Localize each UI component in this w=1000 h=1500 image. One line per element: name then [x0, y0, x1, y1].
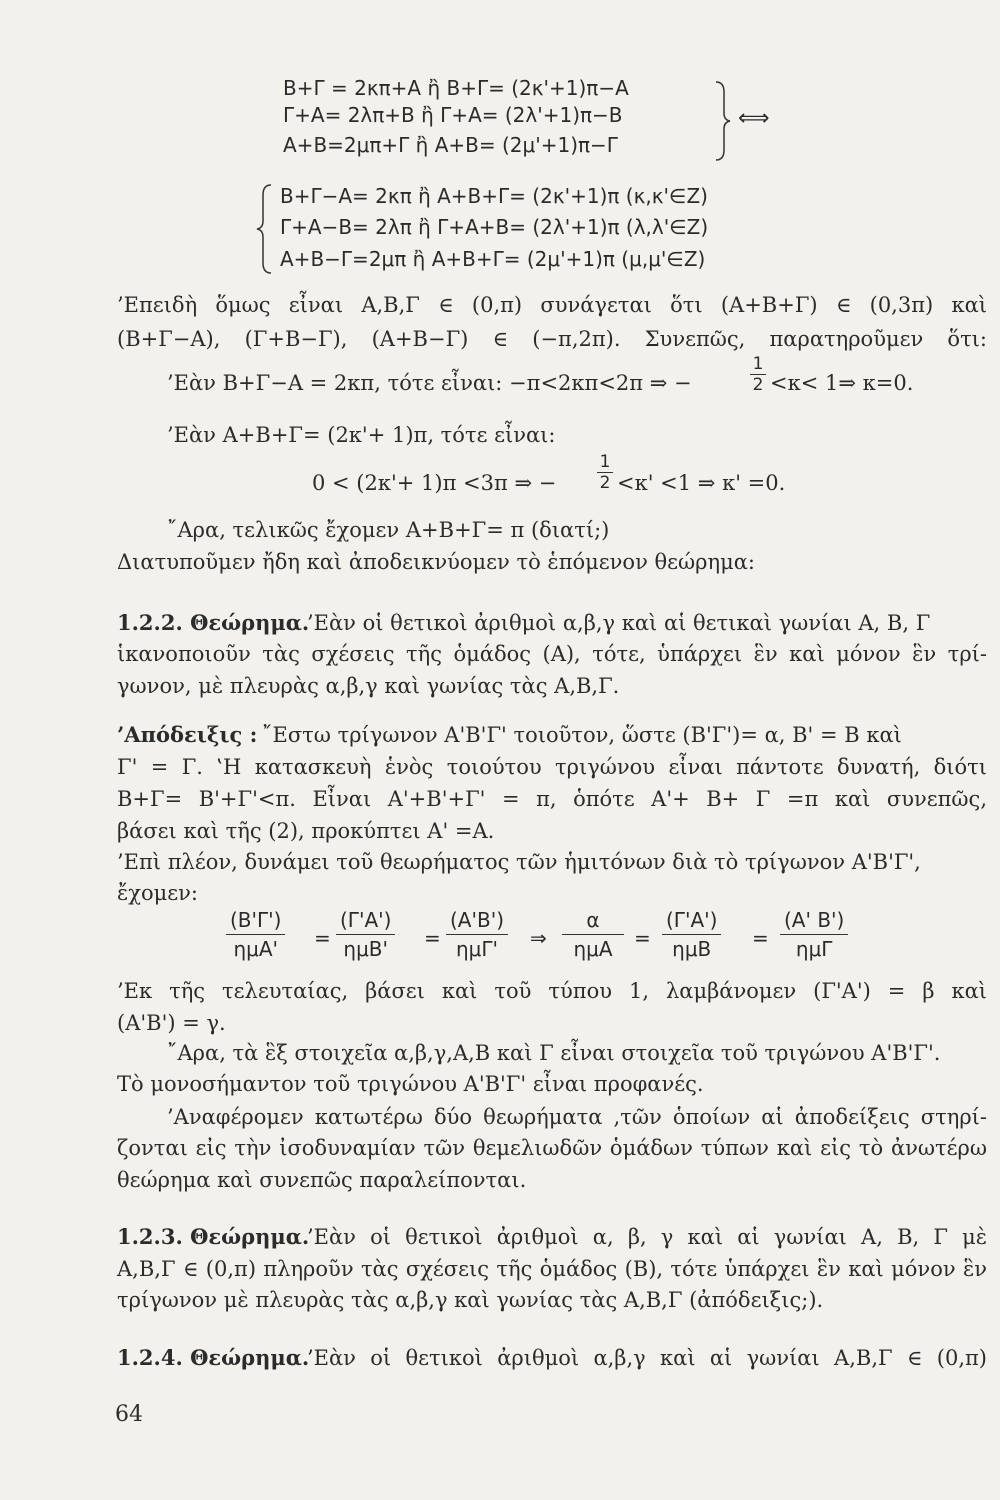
proof-line6: ἔχομεν:	[117, 881, 199, 905]
page-number: 64	[115, 1402, 143, 1427]
sine-fraction-3	[446, 908, 508, 961]
system1-line1: B+Γ = 2κπ+A ἢ B+Γ= (2κ'+1)π−A	[283, 76, 629, 100]
fraction-numerator: (A'B')	[446, 908, 508, 935]
equals-sign: =	[314, 926, 331, 950]
system1-line3: A+B=2μπ+Γ ἢ A+B= (2μ'+1)π−Γ	[283, 133, 618, 157]
proof-line4: βάσει καὶ τῆς (2), προκύπτει A' =A.	[117, 819, 495, 843]
left-brace-icon	[255, 183, 275, 275]
fraction-denominator: 2	[752, 375, 764, 395]
theorem-1-2-4-line1: ’Εὰν οἱ θετικοὶ ἀριθμοὶ α,β,γ καὶ αἱ γωνίαι A,B,Γ ∈ (0,π)	[307, 1346, 987, 1370]
fraction-denominator: ημΓ'	[455, 937, 499, 961]
paragraph1-line5a: 0 < (2κ'+ 1)π <3π ⇒ −	[312, 471, 557, 495]
after-line3: ῎Αρα, τὰ ἓξ στοιχεῖα α,β,γ,A,B καὶ Γ εἶναι στοιχεῖα τοῦ τριγώνου A'B'Γ'.	[167, 1041, 941, 1065]
proof-line2: Γ' = Γ. ‛Η κατασκευὴ ἑνὸς τοιούτου τριγώνου εἶναι πάντοτε δυνατή, διότι	[117, 755, 987, 779]
after-line6: ζονται εἰς τὴν ἰσοδυναμίαν τῶν θεμελιωδῶν ὁμάδων τύπων καὶ εἰς τὸ ἀνωτέρω	[117, 1136, 987, 1160]
equivalence-arrow: ⟺	[738, 106, 770, 131]
fraction-numerator: 1	[597, 452, 613, 473]
paragraph1-line3b: <κ< 1⇒ κ=0.	[770, 371, 914, 395]
paragraph1-line2: (B+Γ−A), (Γ+B−Γ), (A+B−Γ) ∈ (−π,2π). Συνεπῶς, παρατηροῦμεν ὅτι:	[117, 327, 987, 351]
paragraph1-line1: ’Επειδὴ ὅμως εἶναι A,B,Γ ∈ (0,π) συνάγεται ὅτι (A+B+Γ) ∈ (0,3π) καὶ	[117, 293, 987, 317]
implies-arrow: ⇒	[530, 926, 547, 950]
system2-line1: B+Γ−A= 2κπ ἢ A+B+Γ= (2κ'+1)π (κ,κ'∈Z)	[280, 184, 708, 208]
fraction-numerator: (A' B')	[780, 908, 848, 935]
paragraph1-line5b: <κ' <1 ⇒ κ' =0.	[617, 471, 786, 495]
equals-sign: =	[424, 926, 441, 950]
fraction-denominator: ημB	[672, 937, 712, 961]
after-line5: ’Αναφέρομεν κατωτέρω δύο θεωρήματα ,τῶν ὁποίων αἱ ἀποδείξεις στηρί-	[167, 1105, 987, 1129]
proof-line3: B+Γ= B'+Γ'<π. Εἶναι A'+B'+Γ' = π, ὁπότε A'+ B+ Γ =π καὶ συνεπῶς,	[117, 787, 987, 811]
theorem-1-2-3-heading: 1.2.3. Θεώρημα.	[117, 1224, 310, 1249]
equals-sign: =	[634, 926, 651, 950]
after-line4: Τὸ μονοσήμαντον τοῦ τριγώνου A'B'Γ' εἶναι προφανές.	[117, 1072, 704, 1096]
sine-fraction-6	[780, 908, 848, 961]
fraction-one-half-2	[597, 452, 613, 493]
sine-fraction-2	[336, 908, 395, 961]
system2-line3: A+B−Γ=2μπ ἢ A+B+Γ= (2μ'+1)π (μ,μ'∈Z)	[280, 247, 706, 271]
after-line2: (A'B') = γ.	[117, 1011, 226, 1035]
theorem-1-2-2-line3: γωνον, μὲ πλευρὰς α,β,γ καὶ γωνίας τὰς A,B,Γ.	[117, 674, 620, 698]
sine-fraction-4	[562, 908, 624, 961]
fraction-denominator: ημΓ	[795, 937, 833, 961]
after-line1: ’Εκ τῆς τελευταίας, βάσει καὶ τοῦ τύπου 1, λαμβάνομεν (Γ'A') = β καὶ	[117, 979, 987, 1003]
theorem-1-2-3-line1: ’Εὰν οἱ θετικοὶ ἀριθμοὶ α, β, γ καὶ αἱ γωνίαι A, B, Γ μὲ	[307, 1225, 987, 1249]
system1-line2: Γ+A= 2λπ+B ἢ Γ+A= (2λ'+1)π−B	[283, 103, 623, 127]
equals-sign: =	[752, 926, 769, 950]
sine-fraction-1	[226, 908, 285, 961]
paragraph1-line3a: ’Εὰν B+Γ−A = 2κπ, τότε εἶναι: −π<2κπ<2π ⇒ −	[167, 371, 692, 395]
fraction-numerator: (B'Γ')	[226, 908, 285, 935]
fraction-denominator: ημB'	[343, 937, 389, 961]
theorem-1-2-3-line3: τρίγωνον μὲ πλευρὰς τὰς α,β,γ καὶ γωνίας τὰς A,B,Γ (ἀπόδειξις;).	[117, 1288, 824, 1312]
theorem-1-2-2-line1: ’Εὰν οἱ θετικοὶ ἀριθμοὶ α,β,γ καὶ αἱ θετικαὶ γωνίαι A, B, Γ	[307, 611, 931, 635]
system2-line2: Γ+A−B= 2λπ ἢ Γ+A+B= (2λ'+1)π (λ,λ'∈Z)	[280, 215, 709, 239]
fraction-numerator: 1	[750, 354, 766, 375]
fraction-one-half	[750, 354, 766, 395]
theorem-1-2-2-line2: ἱκανοποιοῦν τὰς σχέσεις τῆς ὁμάδος (A), τότε, ὑπάρχει ἓν καὶ μόνον ἓν τρί-	[117, 642, 987, 666]
fraction-denominator: ημA	[573, 937, 613, 961]
fraction-numerator: (Γ'A')	[662, 908, 721, 935]
right-brace-icon	[712, 80, 732, 162]
fraction-numerator: (Γ'A')	[336, 908, 395, 935]
proof-heading: ’Απόδειξις :	[117, 722, 258, 747]
theorem-1-2-3-line2: A,B,Γ ∈ (0,π) πληροῦν τὰς σχέσεις τῆς ὁμάδος (B), τότε ὑπάρχει ἓν καὶ μόνον ἓν	[117, 1257, 987, 1281]
fraction-denominator: 2	[599, 473, 611, 493]
proof-line1: ῎Εστω τρίγωνον A'B'Γ' τοιοῦτον, ὥστε (B'Γ')= α, B' = B καὶ	[262, 723, 902, 747]
fraction-numerator: α	[562, 908, 624, 935]
paragraph1-line6: ῎Αρα, τελικῶς ἔχομεν A+B+Γ= π (διατί;)	[167, 518, 610, 542]
theorem-1-2-2-heading: 1.2.2. Θεώρημα.	[117, 610, 310, 635]
paragraph1-line4: ’Εὰν A+B+Γ= (2κ'+ 1)π, τότε εἶναι:	[167, 423, 556, 447]
theorem-1-2-4-heading: 1.2.4. Θεώρημα.	[117, 1345, 310, 1370]
proof-line5: ’Επὶ πλέον, δυνάμει τοῦ θεωρήματος τῶν ἡμιτόνων διὰ τὸ τρίγωνον A'B'Γ',	[117, 850, 921, 874]
fraction-denominator: ημA'	[233, 937, 279, 961]
paragraph1-line7: Διατυποῦμεν ἤδη καὶ ἀποδεικνύομεν τὸ ἑπόμενον θεώρημα:	[117, 550, 755, 574]
sine-fraction-5	[662, 908, 721, 961]
after-line7: θεώρημα καὶ συνεπῶς παραλείπονται.	[117, 1168, 527, 1192]
